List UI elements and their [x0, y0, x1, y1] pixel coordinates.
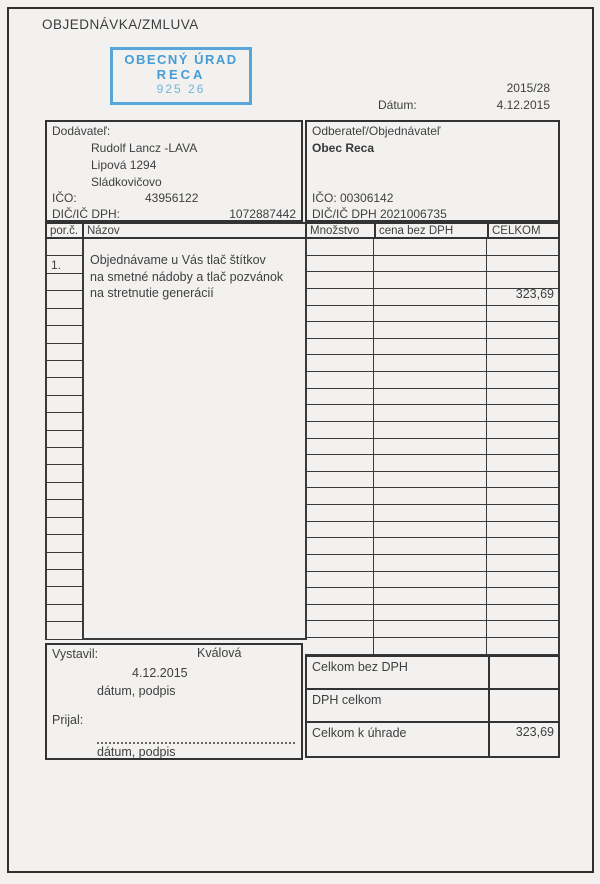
item-description-line: Objednávame u Vás tlač štítkov: [90, 253, 266, 267]
supplier-name: Rudolf Lancz -LAVA: [91, 141, 198, 155]
item-description-line: na stretnutie generácií: [90, 286, 214, 300]
table-row: [305, 621, 558, 638]
total-cell: [487, 372, 558, 388]
stamp-office-name: OBECNÝ ÚRAD: [124, 52, 238, 67]
table-row: [305, 389, 558, 406]
unit-price-cell: [374, 505, 487, 521]
table-cell: [47, 553, 82, 570]
table-cell: [47, 309, 82, 326]
qty-cell: [305, 555, 374, 571]
total-cell: [487, 555, 558, 571]
unit-price-cell: [374, 256, 487, 272]
total-cell: [487, 572, 558, 588]
table-row: [305, 306, 558, 323]
table-row: [305, 439, 558, 456]
table-cell: [47, 378, 82, 395]
supplier-ico-label: IČO:: [52, 191, 77, 205]
total-cell: [487, 389, 558, 405]
qty-cell: [305, 372, 374, 388]
table-cell: [47, 431, 82, 448]
total-label: DPH celkom: [307, 690, 490, 721]
customer-dic: DIČ/IČ DPH 2021006735: [312, 207, 447, 221]
total-cell: [487, 322, 558, 338]
table-cell: [47, 587, 82, 604]
table-cell: [47, 448, 82, 465]
unit-price-cell: [374, 555, 487, 571]
qty-cell: [305, 389, 374, 405]
total-cell: [487, 505, 558, 521]
qty-cell: [305, 256, 374, 272]
qty-cell: [305, 605, 374, 621]
customer-name: Obec Reca: [312, 141, 375, 155]
qty-cell: [305, 472, 374, 488]
unit-price-cell: [374, 239, 487, 255]
table-row: [305, 239, 558, 256]
item-number: 1.: [51, 258, 62, 272]
municipal-office-stamp: [110, 47, 252, 105]
table-row: [305, 555, 558, 572]
table-row: [305, 538, 558, 555]
total-cell: [487, 538, 558, 554]
total-cell: [487, 422, 558, 438]
supplier-street: Lipová 1294: [91, 158, 157, 172]
customer-box: [305, 120, 560, 222]
item-number-column: [45, 239, 84, 640]
date-signature-caption: dátum, podpis: [97, 745, 176, 759]
total-cell: [487, 256, 558, 272]
unit-price-cell: [374, 355, 487, 371]
table-cell: [47, 518, 82, 535]
supplier-dic-value: 1072887442: [229, 207, 296, 221]
table-row: [305, 605, 558, 622]
qty-cell: [305, 621, 374, 637]
table-row: [305, 322, 558, 339]
table-cell: [47, 535, 82, 552]
item-total-amount: 323,69: [515, 287, 554, 301]
unit-price-cell: [374, 339, 487, 355]
document-number: 2015/28: [506, 81, 550, 95]
total-row-grand-total: [307, 723, 558, 756]
unit-price-cell: [374, 538, 487, 554]
qty-cell: [305, 572, 374, 588]
unit-price-cell: [374, 472, 487, 488]
date-signature-caption: dátum, podpis: [97, 684, 176, 698]
item-description: [90, 252, 283, 302]
total-row-subtotal: [307, 657, 558, 690]
total-cell: [487, 638, 558, 654]
table-cell: [47, 344, 82, 361]
total-row-vat: [307, 690, 558, 723]
unit-price-cell: [374, 272, 487, 288]
table-cell: [47, 465, 82, 482]
total-cell: [487, 605, 558, 621]
signature-dotted-line: [97, 742, 295, 744]
table-row: [305, 505, 558, 522]
total-cell: [487, 339, 558, 355]
total-cell: [487, 522, 558, 538]
issued-by-label: Vystavil:: [52, 647, 99, 661]
table-row: [305, 355, 558, 372]
table-cell: [47, 605, 82, 622]
column-header-total: CELKOM: [487, 222, 560, 239]
items-grid: [305, 239, 560, 655]
total-cell: [487, 405, 558, 421]
table-row: [305, 472, 558, 489]
unit-price-cell: [374, 638, 487, 654]
column-header-unit-price: cena bez DPH: [374, 222, 489, 239]
unit-price-cell: [374, 621, 487, 637]
table-cell: [47, 413, 82, 430]
date-label: Dátum:: [378, 98, 417, 112]
qty-cell: [305, 638, 374, 654]
unit-price-cell: [374, 588, 487, 604]
qty-cell: [305, 306, 374, 322]
table-cell: [47, 239, 82, 256]
table-cell: [47, 361, 82, 378]
total-cell: [487, 239, 558, 255]
stamp-postal-code: 925 26: [156, 82, 206, 96]
qty-cell: [305, 239, 374, 255]
table-row: [305, 405, 558, 422]
qty-cell: [305, 439, 374, 455]
issued-by-name: Kválová: [197, 646, 242, 660]
table-row: [305, 522, 558, 539]
unit-price-cell: [374, 439, 487, 455]
total-cell: [487, 455, 558, 471]
stamp-town-name: RECA: [156, 67, 206, 82]
unit-price-cell: [374, 372, 487, 388]
qty-cell: [305, 339, 374, 355]
total-value: [490, 657, 558, 688]
unit-price-cell: [374, 572, 487, 588]
unit-price-cell: [374, 289, 487, 305]
supplier-city: Sládkovičovo: [91, 175, 162, 189]
qty-cell: [305, 588, 374, 604]
qty-cell: [305, 322, 374, 338]
customer-label: Odberateľ/Objednávateľ: [312, 124, 441, 138]
qty-cell: [305, 538, 374, 554]
table-row: [305, 455, 558, 472]
table-cell: [47, 622, 82, 639]
total-cell: [487, 488, 558, 504]
table-cell: [47, 483, 82, 500]
total-value: 323,69: [515, 725, 554, 740]
total-label: Celkom bez DPH: [307, 657, 490, 688]
unit-price-cell: [374, 605, 487, 621]
unit-price-cell: [374, 522, 487, 538]
column-header-no: por.č.: [45, 222, 84, 239]
table-cell: [47, 291, 82, 308]
unit-price-cell: [374, 322, 487, 338]
customer-ico: IČO: 00306142: [312, 191, 394, 205]
column-header-name: Názov: [82, 222, 307, 239]
qty-cell: [305, 488, 374, 504]
total-cell: [487, 439, 558, 455]
received-by-label: Prijal:: [52, 713, 84, 727]
qty-cell: [305, 422, 374, 438]
table-row: [305, 488, 558, 505]
issued-date: 4.12.2015: [132, 666, 188, 680]
supplier-ico-value: 43956122: [145, 191, 199, 205]
table-row: [305, 638, 558, 655]
total-label: Celkom k úhrade: [307, 723, 490, 756]
total-cell: [487, 272, 558, 288]
qty-cell: [305, 289, 374, 305]
totals-box: [305, 655, 560, 758]
total-cell: [487, 621, 558, 637]
table-row: [305, 572, 558, 589]
unit-price-cell: [374, 389, 487, 405]
table-cell: [47, 326, 82, 343]
date-value: 4.12.2015: [496, 98, 550, 112]
item-description-line: na smetné nádoby a tlač pozvánok: [90, 269, 284, 284]
unit-price-cell: [374, 405, 487, 421]
table-row: [305, 256, 558, 273]
total-cell: [487, 306, 558, 322]
supplier-box: [45, 120, 303, 222]
qty-cell: [305, 355, 374, 371]
table-cell: [47, 396, 82, 413]
table-cell: [47, 274, 82, 291]
table-cell: [47, 570, 82, 587]
qty-cell: [305, 272, 374, 288]
qty-cell: [305, 455, 374, 471]
total-cell: [487, 472, 558, 488]
supplier-label: Dodávateľ:: [52, 124, 111, 138]
table-row: [305, 372, 558, 389]
document-title: OBJEDNÁVKA/ZMLUVA: [42, 17, 199, 32]
signature-box: [45, 643, 303, 760]
table-cell: [47, 500, 82, 517]
qty-cell: [305, 405, 374, 421]
qty-cell: [305, 522, 374, 538]
supplier-dic-label: DIČ/IČ DPH:: [52, 207, 121, 221]
total-cell: [487, 355, 558, 371]
table-row: [305, 422, 558, 439]
total-cell: [487, 588, 558, 604]
table-row: [305, 588, 558, 605]
table-row: [305, 339, 558, 356]
unit-price-cell: [374, 422, 487, 438]
unit-price-cell: [374, 455, 487, 471]
unit-price-cell: [374, 306, 487, 322]
unit-price-cell: [374, 488, 487, 504]
total-value: [490, 690, 558, 721]
column-header-qty: Množstvo: [305, 222, 376, 239]
qty-cell: [305, 505, 374, 521]
